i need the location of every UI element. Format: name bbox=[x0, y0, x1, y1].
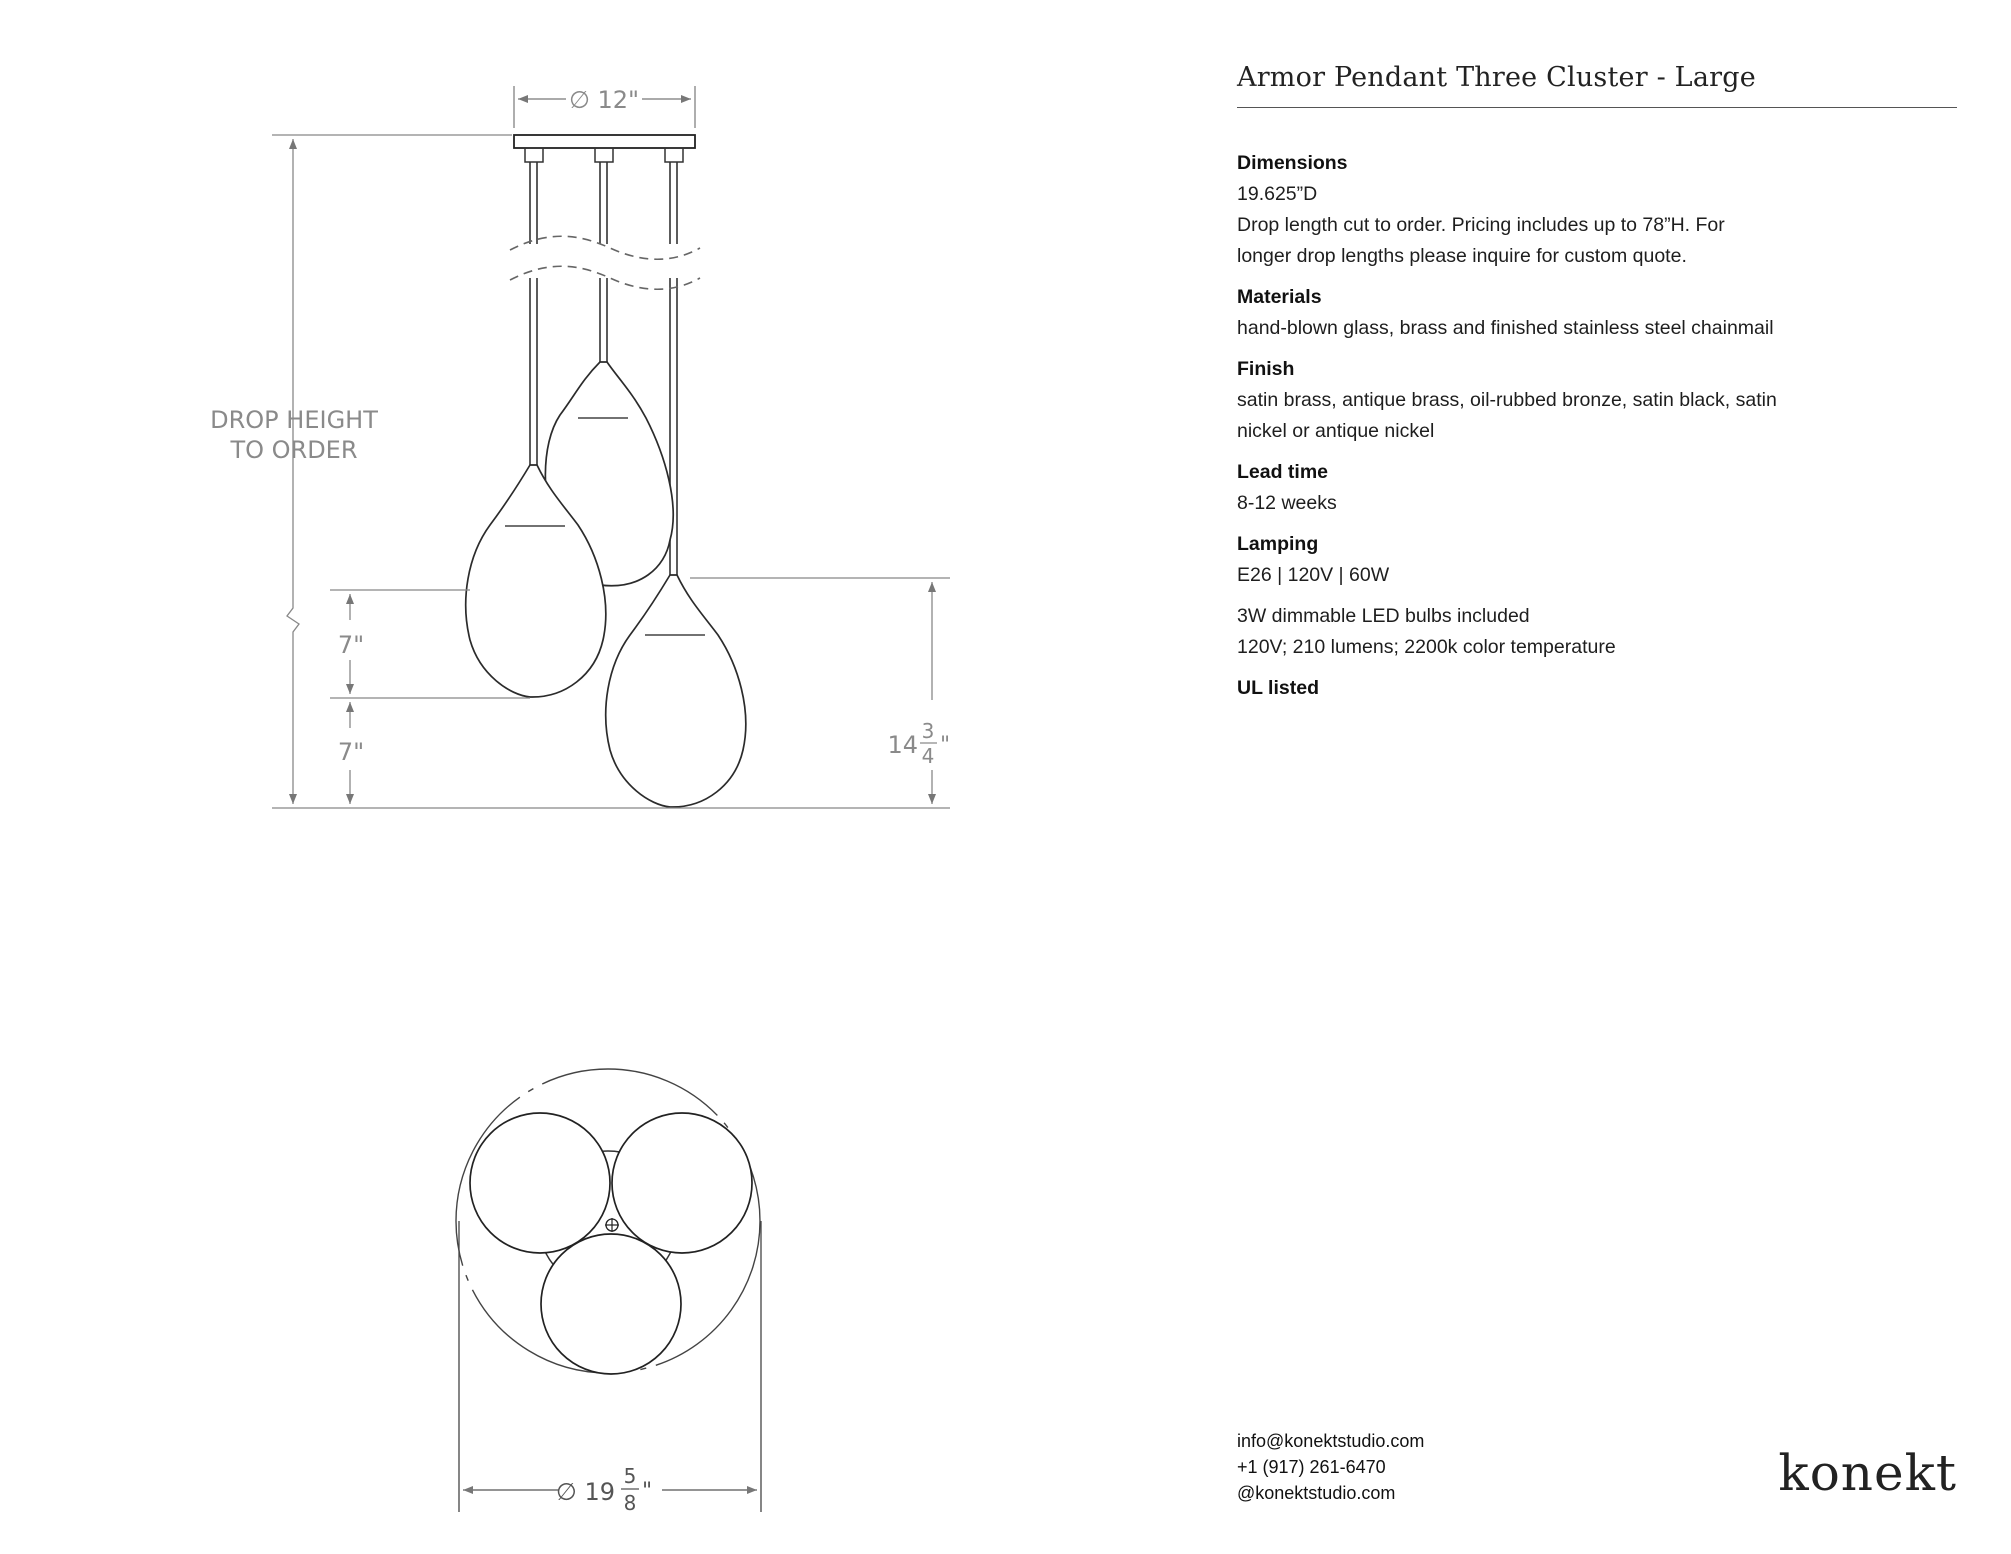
plan-diameter-denominator: 8 bbox=[623, 1491, 637, 1515]
canopy-diameter-label: ∅ 12" bbox=[568, 86, 640, 114]
contact-phone[interactable]: +1 (917) 261-6470 bbox=[1237, 1457, 1386, 1477]
drop-height-label: DROP HEIGHT bbox=[210, 406, 378, 434]
dim-7-lower: 7" bbox=[337, 738, 365, 766]
spec-value: Drop length cut to order. Pricing includes up to 78”H. For bbox=[1237, 214, 1725, 236]
spec-value: satin brass, antique brass, oil-rubbed bronze, satin black, satin bbox=[1237, 389, 1777, 411]
canopy-plate bbox=[514, 135, 695, 148]
spec-block bbox=[1237, 529, 1957, 591]
spec-block bbox=[1237, 457, 1957, 519]
plan-diameter-unit: " bbox=[642, 1479, 653, 1504]
spec-label: Lamping bbox=[1237, 533, 1319, 555]
contact-email[interactable]: info@konektstudio.com bbox=[1237, 1431, 1425, 1451]
spec-block bbox=[1237, 673, 1957, 704]
spec-value: longer drop lengths please inquire for custom quote. bbox=[1237, 245, 1687, 267]
product-title: Armor Pendant Three Cluster - Large bbox=[1237, 62, 1957, 108]
plan-view bbox=[456, 1069, 761, 1512]
drop-height-label-2: TO ORDER bbox=[230, 436, 358, 464]
spec-value: 120V; 210 lumens; 2200k color temperature bbox=[1237, 636, 1616, 658]
spec-value: hand-blown glass, brass and finished stainless steel chainmail bbox=[1237, 317, 1774, 339]
spec-value: nickel or antique nickel bbox=[1237, 420, 1435, 442]
dim-14-unit: " bbox=[940, 733, 951, 758]
spec-value: E26 | 120V | 60W bbox=[1237, 564, 1390, 586]
spec-value: 19.625”D bbox=[1237, 183, 1318, 205]
globe-bottom bbox=[541, 1234, 681, 1374]
spec-label: Dimensions bbox=[1237, 152, 1348, 174]
globe-top-right bbox=[612, 1113, 752, 1253]
spec-panel bbox=[1237, 62, 1957, 714]
spec-value: 3W dimmable LED bulbs included bbox=[1237, 605, 1530, 627]
spec-label: Finish bbox=[1237, 358, 1295, 380]
brand-logo: konekt bbox=[1778, 1444, 1957, 1502]
plan-diameter-whole: ∅ 19 bbox=[555, 1478, 615, 1506]
globe-top-left bbox=[470, 1113, 610, 1253]
dim-14-whole: 14 bbox=[887, 731, 918, 759]
dim-7-upper: 7" bbox=[337, 631, 365, 659]
spec-block bbox=[1237, 148, 1957, 272]
spec-block bbox=[1237, 354, 1957, 447]
spec-label: Lead time bbox=[1237, 461, 1329, 483]
plan-diameter-numerator: 5 bbox=[623, 1464, 637, 1488]
contact-social[interactable]: @konektstudio.com bbox=[1237, 1483, 1396, 1503]
spec-list bbox=[1237, 148, 1957, 704]
pendant-right bbox=[606, 575, 746, 807]
spec-value: 8-12 weeks bbox=[1237, 492, 1337, 514]
spec-label: UL listed bbox=[1237, 677, 1319, 699]
elevation-view bbox=[272, 86, 950, 808]
dim-14-denominator: 4 bbox=[921, 744, 935, 768]
contact-block bbox=[1237, 1428, 1424, 1506]
spec-block bbox=[1237, 282, 1957, 344]
spec-label: Materials bbox=[1237, 286, 1322, 308]
spec-block bbox=[1237, 601, 1957, 663]
dim-14-numerator: 3 bbox=[921, 719, 935, 743]
